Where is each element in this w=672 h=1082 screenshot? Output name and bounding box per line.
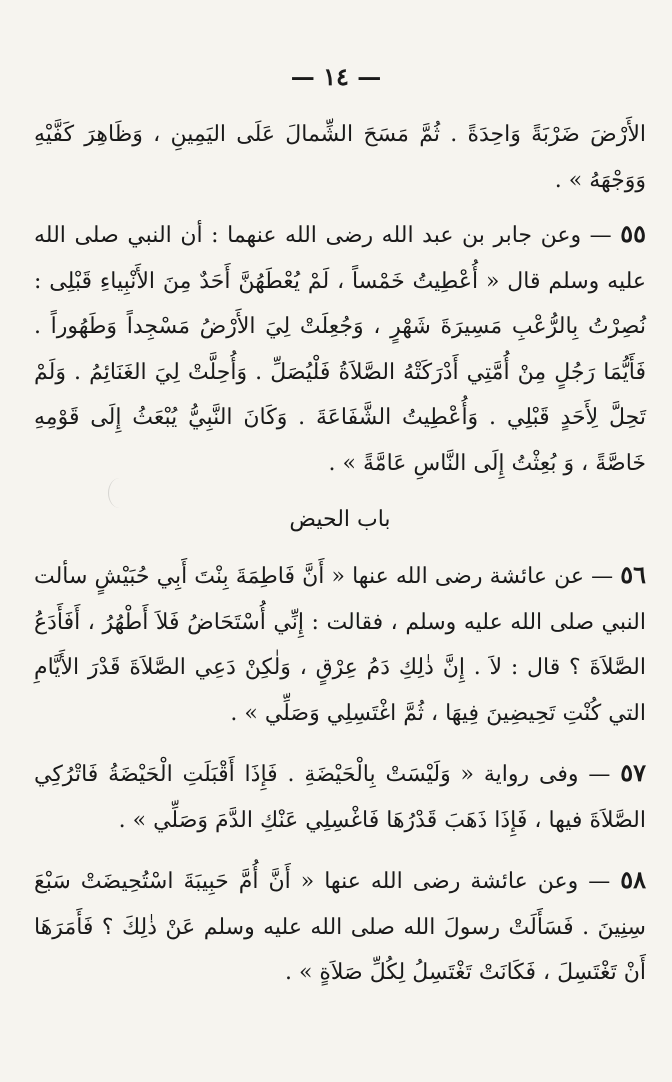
paragraph-text: — وفى رواية « وَلَيْسَتْ بِالْحَيْضَةِ . فَإِذَا أَقْبَلَتِ الْحَيْضَةُ فَاتْرُكِي الصَّلاَةَ فيها ، فَإِذَا ذَهَبَ قَدْرُهَا فَاغْسِلِي عَنْكِ الدَّمَ وَصَلِّي » . [34,762,646,833]
hadith-number: ٥٨ [620,865,646,894]
hadith-number: ٥٦ [620,560,646,589]
hadith-58 [34,857,646,996]
paragraph-text: — وعن عائشة رضى الله عنها « أَنَّ أُمَّ حَبِيبَةَ اسْتُحِيضَتْ سَبْعَ سِنِينَ . فَسَأَلَتْ رسولَ الله صلى الله عليه وسلم عَنْ ذٰلِكَ ؟ فَأَمَرَهَا أَنْ تَغْتَسِلَ ، فَكَانَتْ تَغْتَسِلُ لِكُلِّ صَلاَةٍ » . [34,869,646,985]
page-text [34,112,646,1010]
hadith-number: ٥٧ [620,758,647,787]
hadith-number: ٥٥ [620,219,647,248]
paragraph-text: — وعن جابر بن عبد الله رضى الله عنهما : أن النبي صلى الله عليه وسلم قال « أُعْطِيتُ خَمْساً ، لَمْ يُعْطَهُنَّ أَحَدٌ مِنَ الأَنْبِياءِ قَبْلِى : نُصِرْتُ بِالرُّعْبِ مَسِيرَةَ شَهْرٍ ، وَجُعِلَتْ لِيَ الأَرْضُ مَسْجِداً وَطَهُوراً . فَأَيُّمَا رَجُلٍ مِنْ أُمَّتِي أَدْرَكَتْهُ الصَّلاَةُ فَلْيُصَلِّ . وَأُحِلَّتْ لِيَ الغَنَائِمُ . وَلَمْ تَحِلَّ لِأَحَدٍ قَبْلِي . وَأُعْطِيتُ الشَّفَاعَةَ . وَكَانَ النَّبِيُّ يُبْعَثُ إِلَى قَوْمِهِ خَاصَّةً ، وَ بُعِثْتُ إِلَى النَّاسِ عَامَّةً » . [34,223,646,476]
hadith-56 [34,552,646,736]
hadith-continuation [34,112,646,203]
page-number: — ١٤ — [290,62,382,91]
chapter-heading: باب الحيض [289,507,391,532]
paragraph-text: الأَرْضَ ضَرْبَةً وَاحِدَةً . ثُمَّ مَسَحَ الشِّمالَ عَلَى اليَمِينِ ، وَظَاهِرَ كَفَّيْهِ وَوَجْهَهُ » . [34,122,646,193]
hadith-57 [34,750,646,843]
hadith-55 [34,211,646,486]
paragraph-text: — عن عائشة رضى الله عنها « أَنَّ فَاطِمَةَ بِنْتَ أَبِي حُبَيْشٍ سألت النبي صلى الله عليه وسلم ، فقالت : إِنِّي أُسْتَحَاضُ فَلاَ أَطْهُرُ ، أَفَأَدَعُ الصَّلاَةَ ؟ قال : لاَ . إِنَّ ذٰلِكِ دَمُ عِرْقٍ ، وَلٰكِنْ دَعِي الصَّلاَةَ قَدْرَ الأَيَّامِ التي كُنْتِ تَحِيضِينَ فِيهَا ، ثُمَّ اغْتَسِلِي وَصَلِّي » . [34,564,646,726]
paper-mark [108,478,131,508]
